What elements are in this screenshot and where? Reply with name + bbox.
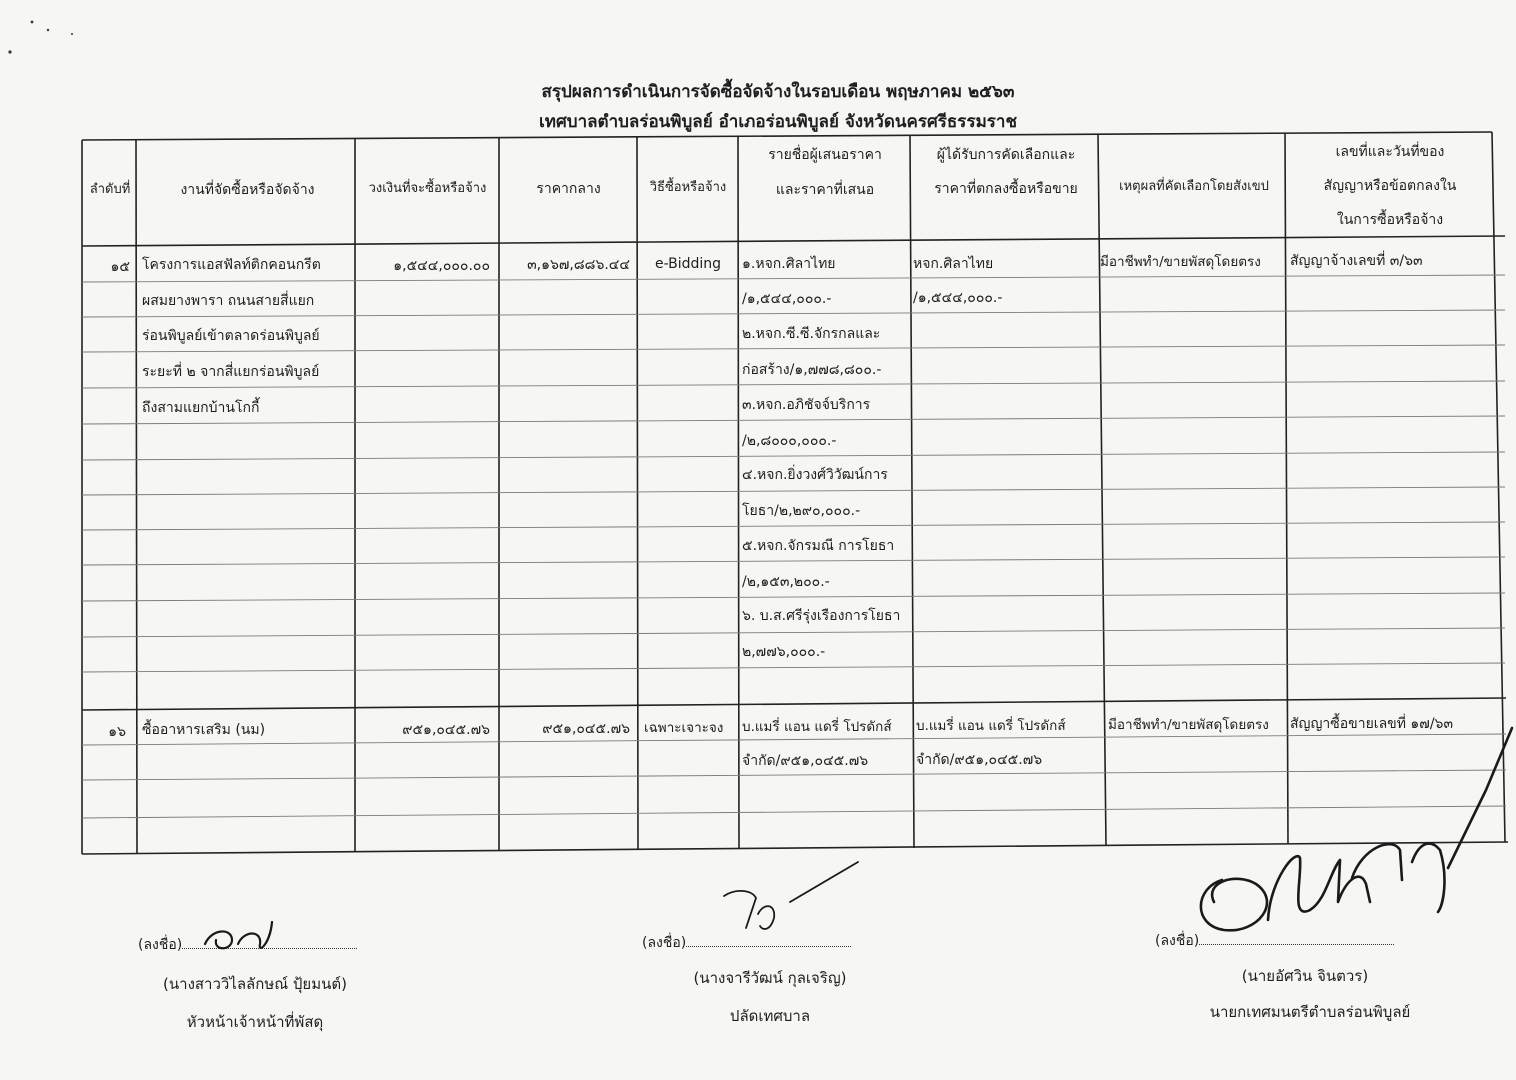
row-16-selected-line-2: จำกัด/๙๕๑,๐๔๕.๗๖ xyxy=(916,752,1043,768)
row-15-median: ๓,๑๖๗,๘๘๖.๔๔ xyxy=(527,257,630,273)
col-header-no: ลำดับที่ xyxy=(89,182,131,197)
paper-speck-4 xyxy=(8,50,11,53)
col-header-contract-2: สัญญาหรือข้อตกลงใน xyxy=(1323,178,1457,194)
row-15-bidder-line-4: ก่อสร้าง/๑,๗๗๘,๘๐๐.- xyxy=(742,362,882,378)
row-15-bidder-line-6: /๒,๘๐๐๐,๐๐๐.- xyxy=(742,433,837,449)
row-15-work-line-4: ระยะที่ ๒ จากสี่แยกร่อนพิบูลย์ xyxy=(142,364,320,380)
row-15-bidder-line-3: ๒.หจก.ซี.ซี.จักรกลและ xyxy=(742,326,881,342)
col-header-budget: วงเงินที่จะซื้อหรือจ้าง xyxy=(368,181,487,196)
col-header-method: วิธีซื้อหรือจ้าง xyxy=(649,180,727,195)
col-header-reason: เหตุผลที่คัดเลือกโดยสังเขป xyxy=(1119,179,1269,194)
signature-3-scribble xyxy=(1201,728,1512,930)
col-header-selected-1: ผู้ได้รับการคัดเลือกและ xyxy=(936,147,1076,163)
signature-3-label: (ลงชื่อ) xyxy=(1155,933,1200,949)
row-16-reason: มีอาชีพทำ/ขายพัสดุโดยตรง xyxy=(1108,717,1269,733)
row-15-selected-line-1: หจก.ศิลาไทย xyxy=(913,256,994,272)
row-15-reason: มีอาชีพทำ/ขายพัสดุโดยตรง xyxy=(1100,254,1261,270)
signature-1-label: (ลงชื่อ) xyxy=(138,937,183,953)
col-header-work: งานที่จัดซื้อหรือจัดจ้าง xyxy=(180,182,315,198)
col-header-contract-1: เลขที่และวันที่ของ xyxy=(1335,144,1445,160)
row-15-bidder-line-10: /๒,๑๕๓,๒๐๐.- xyxy=(742,574,830,590)
signature-3-position: นายกเทศมนตรีตำบลร่อนพิบูลย์ xyxy=(1209,1003,1411,1021)
row-16-work: ซื้ออาหารเสริม (นม) xyxy=(142,722,266,738)
row-15-bidder-line-1: ๑.หจก.ศิลาไทย xyxy=(742,256,836,272)
col-header-selected-2: ราคาที่ตกลงซื้อหรือขาย xyxy=(934,181,1078,197)
row-16-bidder-line-2: จำกัด/๙๕๑,๐๔๕.๗๖ xyxy=(742,753,869,769)
row-15-selected-line-2: /๑,๕๔๔,๐๐๐.- xyxy=(913,290,1003,306)
row-15-work-line-3: ร่อนพิบูลย์เข้าตลาดร่อนพิบูลย์ xyxy=(142,328,320,344)
col-header-bidders-2: และราคาที่เสนอ xyxy=(775,182,875,198)
row-15-bidder-line-5: ๓.หจก.อภิชัจจ์บริการ xyxy=(742,397,871,413)
signature-1-scribble xyxy=(205,922,272,948)
row-15-bidder-line-8: โยธา/๒,๒๙๐,๐๐๐.- xyxy=(742,503,861,519)
row-15-bidder-line-7: ๔.หจก.ยิ่งวงศ์วิวัฒน์การ xyxy=(742,467,888,483)
col-header-median: ราคากลาง xyxy=(536,181,601,197)
row-16-selected-line-1: บ.แมรี่ แอน แดรี่ โปรดักส์ xyxy=(916,718,1066,734)
paper-speck-2 xyxy=(47,29,49,31)
row-15-method: e-Bidding xyxy=(654,256,722,272)
row-15-work-line-2: ผสมยางพารา ถนนสายสี่แยก xyxy=(142,293,315,309)
row-16-budget: ๙๕๑,๐๔๕.๗๖ xyxy=(402,722,490,738)
row-15-budget: ๑,๕๔๔,๐๐๐.๐๐ xyxy=(393,258,490,274)
row-16-bidder-line-1: บ.แมรี่ แอน แดรี่ โปรดักส์ xyxy=(742,719,892,735)
col-header-bidders-1: รายชื่อผู้เสนอราคา xyxy=(768,147,882,163)
signature-2-position: ปลัดเทศบาล xyxy=(729,1007,811,1025)
signature-2-name: (นางจารีวัฒน์ กุลเจริญ) xyxy=(693,969,847,987)
row-15-bidder-line-9: ๕.หจก.จักรมณี การโยธา xyxy=(742,538,895,554)
paper-speck-1 xyxy=(31,21,34,24)
row-16-method: เฉพาะเจาะจง xyxy=(644,720,724,736)
paper-speck-3 xyxy=(71,33,73,35)
signature-1-position: หัวหน้าเจ้าหน้าที่พัสดุ xyxy=(186,1013,324,1031)
col-header-contract-3: ในการซื้อหรือจ้าง xyxy=(1336,212,1444,228)
document-title: สรุปผลการดำเนินการจัดซื้อจัดจ้างในรอบเดือน พฤษภาคม ๒๕๖๓ xyxy=(541,82,1015,102)
row-16-median: ๙๕๑,๐๔๕.๗๖ xyxy=(542,721,630,737)
signature-2-scribble xyxy=(724,862,858,929)
row-16-no: ๑๖ xyxy=(108,724,126,740)
signature-1-name: (นางสาววิไลลักษณ์ ปุ้ยมนต์) xyxy=(163,975,347,993)
document-subtitle: เทศบาลตำบลร่อนพิบูลย์ อำเภอร่อนพิบูลย์ จังหวัดนครศรีธรรมราช xyxy=(538,112,1017,132)
signature-3-name: (นายอัศวิน จินตวร) xyxy=(1241,967,1369,985)
row-16-contract: สัญญาซื้อขายเลขที่ ๑๗/๖๓ xyxy=(1290,716,1454,732)
row-15-bidder-line-12: ๒,๗๗๖,๐๐๐.- xyxy=(742,644,826,660)
signature-2-label: (ลงชื่อ) xyxy=(642,935,687,951)
row-15-bidder-line-2: /๑,๕๔๔,๐๐๐.- xyxy=(742,291,832,307)
row-15-work-line-1: โครงการแอสฟัลท์ติกคอนกรีต xyxy=(142,257,321,273)
row-15-work-line-5: ถึงสามแยกบ้านโกกี้ xyxy=(142,400,260,416)
row-15-bidder-line-11: ๖. บ.ส.ศรีรุ่งเรืองการโยธา xyxy=(742,608,901,624)
row-15-contract: สัญญาจ้างเลขที่ ๓/๖๓ xyxy=(1290,253,1423,269)
row-15-no: ๑๕ xyxy=(110,259,130,275)
